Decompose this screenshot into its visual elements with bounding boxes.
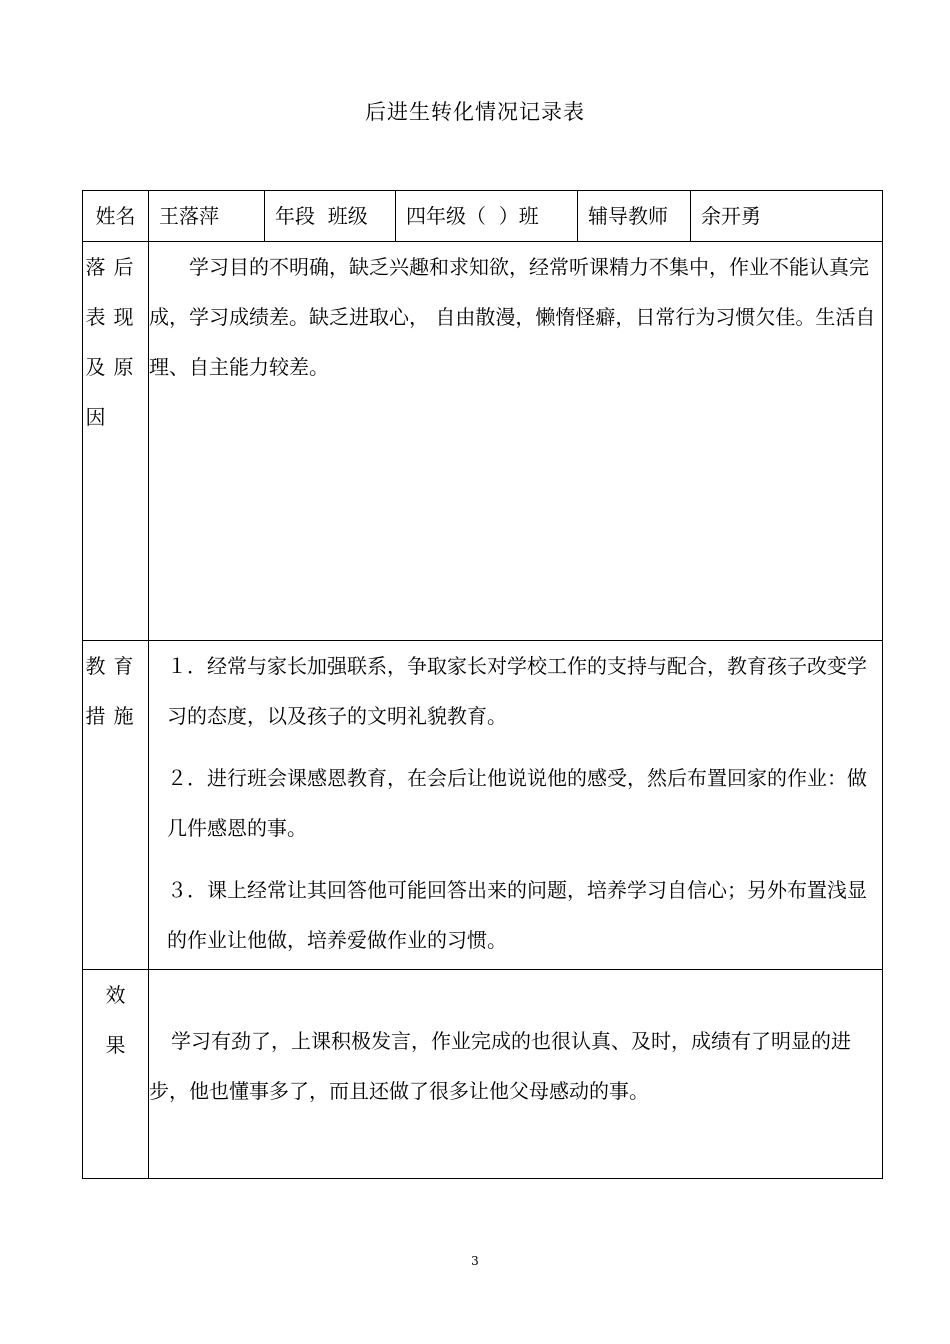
name-label: 姓名 — [83, 191, 149, 242]
tutor-label: 辅导教师 — [578, 191, 691, 242]
result-text: 学习有劲了，上课积极发言，作业完成的也很认真、及时，成绩有了明显的进步，他也懂事多了，而且还做了很多让他父母感动的事。 — [149, 1029, 851, 1103]
measure-item-3: ３．课上经常让其回答他可能回答出来的问题，培养学习自信心；另外布置浅显的作业让他做，培养爱做作业的习惯。 — [167, 878, 867, 952]
grade-class-value: 四年级（ ）班 — [396, 191, 578, 242]
behind-label: 落后表现及原因 — [85, 255, 142, 429]
page-number: 3 — [471, 1254, 479, 1268]
measure-item-2: ２．进行班会课感恩教育，在会后让他说说他的感受，然后布置回家的作业：做几件感恩的事。 — [167, 766, 867, 840]
name-value: 王落萍 — [149, 191, 265, 242]
result-label-2: 果 — [105, 1033, 126, 1057]
behind-text: 学习目的不明确，缺乏兴趣和求知欲，经常听课精力不集中，作业不能认真完成，学习成绩差。缺乏进取心， 自由散漫，懒惰怪癖，日常行为习惯欠佳。生活自理、自主能力较差。 — [149, 255, 876, 379]
result-label-1: 效 — [105, 983, 126, 1007]
measure-item-1: １．经常与家长加强联系，争取家长对学校工作的支持与配合，教育孩子改变学习的态度，以及孩子的文明礼貌教育。 — [167, 654, 867, 728]
header-row — [83, 191, 883, 242]
result-label-cell — [83, 970, 149, 1179]
result-row — [83, 970, 883, 1179]
behind-content-cell — [149, 242, 883, 641]
measures-label-cell — [83, 641, 149, 970]
behind-label-cell — [83, 242, 149, 641]
measures-content-cell — [149, 641, 883, 970]
behind-row — [83, 242, 883, 641]
record-table — [82, 190, 883, 1179]
result-content-cell — [149, 970, 883, 1179]
document-title: 后进生转化情况记录表 — [365, 100, 585, 124]
measures-row — [83, 641, 883, 970]
measures-label: 教育措施 — [85, 654, 142, 728]
tutor-value: 余开勇 — [691, 191, 883, 242]
grade-class-label: 年段 班级 — [265, 191, 396, 242]
